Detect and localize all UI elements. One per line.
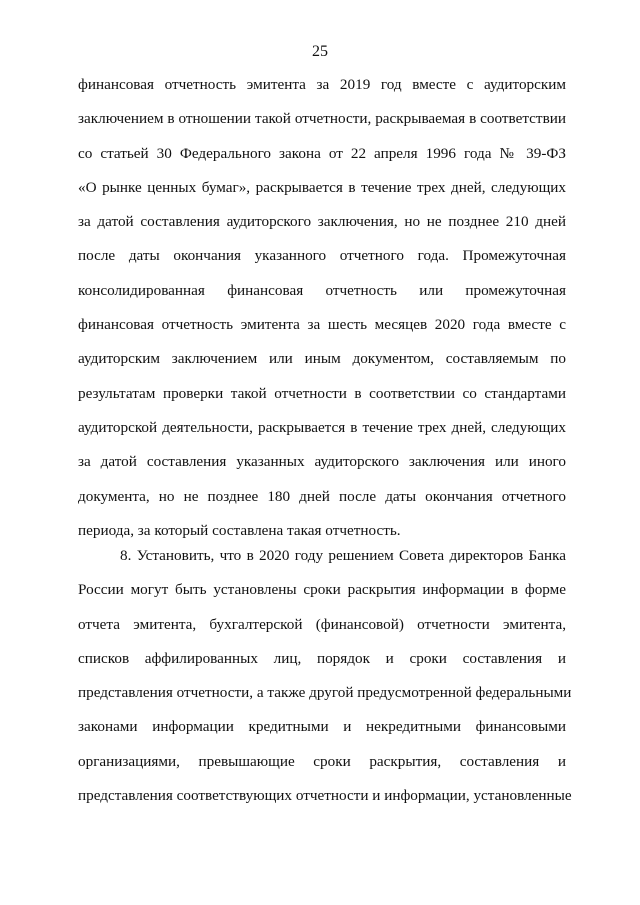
text-line: России могут быть установлены сроки раскрытия информации в форме <box>78 581 566 599</box>
text-line: консолидированная финансовая отчетность или промежуточная <box>78 281 566 299</box>
text-line: периода, за который составлена такая отчетность. <box>78 521 401 539</box>
text-line: результатам проверки такой отчетности в соответствии со стандартами <box>78 384 566 402</box>
text-line: отчета эмитента, бухгалтерской (финансовой) отчетности эмитента, <box>78 615 566 633</box>
text-line: за датой составления аудиторского заключения, но не позднее 210 дней <box>78 213 566 231</box>
text-line: организациями, превышающие сроки раскрытия, составления и <box>78 752 566 770</box>
paragraph-item-8 <box>78 539 572 813</box>
page-number: 25 <box>312 43 328 60</box>
text-line: за датой составления указанных аудиторского заключения или иного <box>78 453 566 471</box>
text-line: аудиторской деятельности, раскрывается в течение трех дней, следующих <box>78 418 566 436</box>
text-line: законами информации кредитными и некредитными финансовыми <box>78 718 566 736</box>
text-line: списков аффилированных лиц, порядок и сроки составления и <box>78 649 566 667</box>
text-line: представления отчетности, а также другой предусмотренной федеральными <box>78 684 572 702</box>
text-line: финансовая отчетность эмитента за шесть месяцев 2020 года вместе с <box>78 316 566 334</box>
text-line: финансовая отчетность эмитента за 2019 год вместе с аудиторским <box>78 76 566 93</box>
text-line: «О рынке ценных бумаг», раскрывается в течение трех дней, следующих <box>78 178 566 196</box>
text-line: заключением в отношении такой отчетности, раскрываемая в соответствии <box>78 110 566 128</box>
text-line: со статьей 30 Федерального закона от 22 апреля 1996 года № 39-ФЗ <box>78 144 566 162</box>
text-line: 8. Установить, что в 2020 году решением Совета директоров Банка <box>120 547 566 564</box>
text-line: документа, но не позднее 180 дней после даты окончания отчетного <box>78 487 566 505</box>
text-line: после даты окончания указанного отчетного года. Промежуточная <box>78 247 566 265</box>
paragraph-continuation <box>78 68 566 548</box>
text-line: аудиторским заключением или иным документом, составляемым по <box>78 350 566 368</box>
text-line: представления соответствующих отчетности и информации, установленные <box>78 787 572 805</box>
